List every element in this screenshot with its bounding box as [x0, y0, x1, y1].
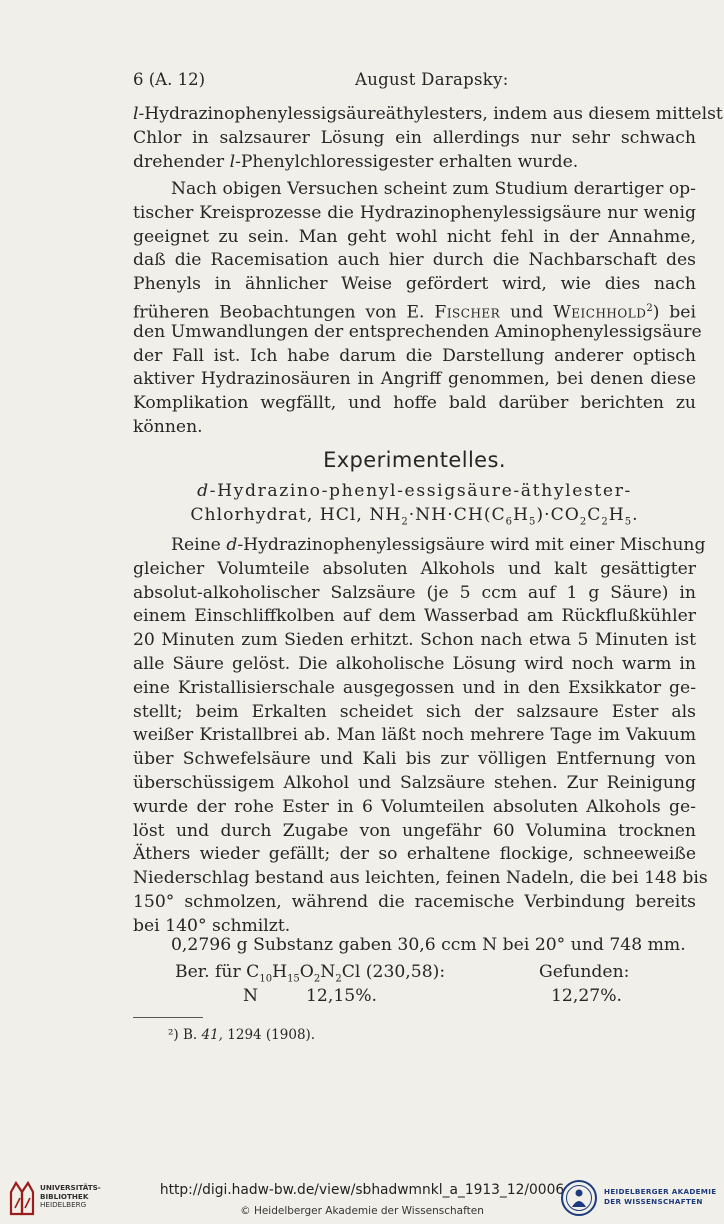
digitization-footer — [0, 1174, 724, 1224]
p3-line: alle Säure gelöst. Die alkoholische Lösung wird noch warm in — [133, 653, 696, 674]
p1-line1-text: -Hydrazinophenylessigsäureäthylesters, indem aus diesem mittelst — [138, 104, 723, 124]
p3-line: über Schwefelsäure und Kali bis zur völligen Entfernung von — [133, 749, 696, 770]
section-heading: Experimentelles. — [323, 448, 506, 472]
footnote-a: ²) B. — [168, 1027, 202, 1043]
paragraph-procedure — [133, 534, 708, 939]
footnote-divider — [133, 1017, 203, 1018]
formula-sub: 2 — [401, 516, 409, 528]
compound-name: -Hydrazino-phenyl-essigsäure-äthylester- — [209, 481, 632, 501]
p1-line3-b: -Phenylchloressigester erhalten wurde. — [235, 151, 579, 172]
calc-ber-text: Ber. für C — [175, 962, 260, 982]
footnote-volume: 41, — [201, 1027, 223, 1043]
p3-line1-b: -Hydrazinophenylessigsäure wird mit einer Mischung — [237, 535, 706, 555]
p1-line1 — [133, 103, 723, 127]
permalink[interactable]: http://digi.hadw-bw.de/view/sbhadwmnkl_a_1913_12/0006 — [159, 1182, 565, 1198]
p3-line: gleicher Volumteile absoluten Alkohols und kalt gesättigter — [133, 558, 696, 579]
p1-italic-l2: l — [229, 151, 236, 172]
p2-line-citation — [133, 297, 696, 321]
p2-cite-a: früheren Beobachtungen von E. — [133, 302, 435, 323]
p3-line: absolut-alkoholischer Salzsäure (je 5 ccm auf 1 g Säure) in — [133, 582, 696, 603]
p3-line: löst und durch Zugabe von ungefähr 60 Volumina trocknen — [133, 820, 696, 841]
copyright: © Heidelberger Akademie der Wissenschaften — [240, 1205, 484, 1217]
p3-italic-d: d — [226, 535, 238, 555]
calc-ber-value: 12,15%. — [306, 986, 377, 1006]
author-fischer: Fischer — [434, 302, 501, 323]
analysis-line — [133, 934, 696, 958]
calc-n-label: N — [243, 986, 259, 1006]
p3-line: 20 Minuten zum Sieden erhitzt. Schon nach etwa 5 Minuten ist — [133, 630, 696, 651]
p3-line: Äthers wieder gefällt; der so erhaltene flockige, schneeweiße — [133, 844, 696, 865]
p3-line: 150° schmolzen, während die racemische Verbindung bereits — [133, 891, 696, 912]
calc-n: N — [320, 962, 336, 982]
formula-sub: 5 — [529, 516, 537, 528]
formula-sub: 2 — [601, 516, 609, 528]
academy-label — [604, 1187, 716, 1207]
p2-line: Nach obigen Versuchen scheint zum Studium derartiger op- — [171, 179, 696, 199]
p2-cite-und: und — [500, 302, 554, 323]
formula-c2: C — [587, 505, 602, 525]
formula-c: )·CO — [536, 505, 580, 525]
footnote — [168, 1027, 315, 1043]
calc-sub: 2 — [335, 973, 342, 985]
p3-line1 — [133, 534, 706, 558]
formula-a: Chlorhydrat, HCl, NH — [190, 505, 402, 525]
footnote-b: 1294 (1908). — [222, 1027, 316, 1043]
p3-line: einem Einschliffkolben auf dem Wasserbad am Rückflußkühler — [133, 606, 696, 627]
p4-line: 0,2796 g Substanz gaben 30,6 ccm N bei 20° und 748 mm. — [171, 935, 686, 955]
p3-line: stellt; beim Erkalten scheidet sich der salzsaure Ester als — [133, 701, 696, 722]
page-number: 6 (A. 12) — [133, 70, 206, 89]
paragraph-discussion — [133, 178, 702, 440]
p3-line: weißer Kristallbrei ab. Man läßt noch mehrere Tage im Vakuum — [133, 725, 696, 746]
ub-line: UNIVERSITÄTS- — [40, 1183, 101, 1192]
p1-italic-l: l — [133, 104, 139, 124]
footnote-ref: 2 — [646, 302, 653, 314]
p2-line: Komplikation wegfällt, und hoffe bald darüber berichten zu — [133, 393, 696, 414]
p3-line-last: bei 140° schmilzt. — [133, 915, 291, 936]
formula-dot: . — [632, 505, 639, 525]
p2-cite-end: ) bei — [652, 302, 696, 323]
p2-line: aktiver Hydrazinosäuren in Angriff genommen, bei denen diese — [133, 369, 696, 390]
academy-seal-icon — [560, 1178, 598, 1218]
compound-formula — [133, 505, 696, 527]
academy-line: HEIDELBERGER AKADEMIE — [604, 1187, 717, 1196]
p2-line: der Fall ist. Ich habe darum die Darstellung anderer optisch — [133, 345, 696, 366]
running-header — [133, 70, 696, 94]
compound-prefix: d — [197, 481, 210, 501]
calc-o: O — [299, 962, 314, 982]
paragraph-continuation — [133, 103, 723, 174]
calc-gefunden: Gefunden: — [539, 962, 630, 982]
formula-h2: H — [608, 505, 625, 525]
calc-cl: Cl (230,58): — [341, 962, 446, 982]
p3-line: Niederschlag bestand aus leichten, feinen Nadeln, die bei 148 bis — [133, 868, 708, 889]
compound-title — [133, 481, 696, 501]
p3-line1-a: Reine — [171, 535, 227, 555]
p2-line: daß die Racemisation auch hier durch die Nachbarschaft des — [133, 250, 696, 271]
formula-b: ·NH·CH(C — [408, 505, 506, 525]
ub-line: HEIDELBERG — [40, 1200, 87, 1210]
academy-line: DER WISSENSCHAFTEN — [604, 1197, 703, 1206]
p3-line: wurde der rohe Ester in 6 Volumteilen absoluten Alkohols ge- — [133, 796, 696, 817]
formula-sub: 6 — [505, 516, 514, 528]
p3-line: überschüssigem Alkohol und Salzsäure stehen. Zur Reinigung — [133, 772, 696, 793]
calc-sub: 10 — [259, 973, 273, 985]
author-weichhold: Weichhold — [553, 302, 647, 323]
p1-line3 — [133, 151, 696, 175]
formula-sub: 5 — [624, 516, 633, 528]
calc-sub: 15 — [287, 973, 300, 985]
p1-line2: Chlor in salzsaurer Lösung ein allerdings nur sehr schwach — [133, 127, 696, 148]
p3-line: eine Kristallisierschale ausgegossen und in den Exsikkator ge- — [133, 677, 696, 698]
formula-h: H — [513, 505, 530, 525]
p2-line: geeignet zu sein. Man geht wohl nicht fehl in der Annahme, — [133, 226, 696, 247]
ub-line: BIBLIOTHEK — [40, 1191, 89, 1201]
running-title: August Darapsky: — [355, 70, 509, 89]
p2-line: tischer Kreisprozesse die Hydrazinophenylessigsäure nur wenig — [133, 202, 696, 223]
calc-sub: 2 — [313, 973, 321, 985]
calc-h: H — [272, 962, 288, 982]
formula-sub: 2 — [579, 516, 588, 528]
p2-line: den Umwandlungen der entsprechenden Aminophenylessigsäure — [133, 321, 702, 342]
calc-found-value: 12,27%. — [551, 986, 622, 1006]
p1-line3-a: drehender — [133, 151, 230, 172]
p2-line: Phenyls in ähnlicher Weise gefördert wird, wie dies nach — [133, 274, 696, 295]
p2-line-last: können. — [133, 416, 203, 437]
